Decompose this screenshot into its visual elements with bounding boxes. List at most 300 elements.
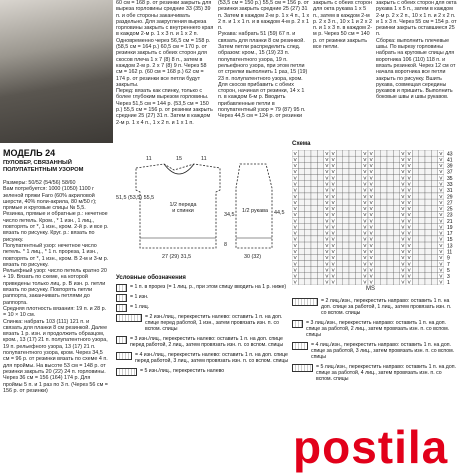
chart-cell — [298, 181, 304, 187]
chart-symbol: V — [331, 175, 335, 181]
chart-cell — [317, 175, 323, 181]
chart-cell — [336, 267, 342, 273]
chart-cell — [349, 236, 355, 242]
chart-cell — [317, 279, 323, 285]
chart-row-number: 29 — [447, 194, 453, 201]
chart-cell — [425, 181, 431, 187]
chart-cell — [336, 254, 342, 260]
chart-cell — [298, 211, 304, 217]
chart-cell — [425, 260, 431, 266]
chart-symbol: V — [401, 206, 405, 212]
chart-cell — [431, 273, 437, 279]
chart-cell — [381, 205, 387, 211]
chart-symbol: V — [401, 156, 405, 162]
chart-cell — [343, 175, 349, 181]
legend-title: Условные обозначения — [116, 275, 186, 281]
chart-cell — [349, 248, 355, 254]
chart-cell — [431, 260, 437, 266]
legend-right — [292, 298, 458, 386]
chart-symbol: V — [407, 187, 411, 193]
chart-symbol: V — [325, 156, 329, 162]
legend-text: = 1 лиц. — [130, 304, 150, 310]
legend-item — [292, 342, 458, 360]
chart-symbol: V — [401, 249, 405, 255]
chart-cell — [381, 193, 387, 199]
chart-cell — [425, 236, 431, 242]
chart-cell — [412, 156, 418, 162]
chart-row-number: 7 — [447, 261, 450, 268]
chart-row-number: 35 — [447, 175, 453, 182]
chart-cell — [305, 193, 311, 199]
chart-symbol: V — [407, 261, 411, 267]
chart-cell — [431, 199, 437, 205]
legend-symbol — [116, 314, 142, 322]
chart-cell — [425, 193, 431, 199]
chart-symbol: V — [293, 218, 297, 224]
chart-cell — [317, 181, 323, 187]
chart-cell — [305, 211, 311, 217]
chart-cell — [412, 267, 418, 273]
chart-cell — [425, 175, 431, 181]
chart-symbol: V — [331, 273, 335, 279]
chart-symbol: V — [325, 279, 329, 285]
chart-symbol: V — [325, 187, 329, 193]
chart-symbol: V — [363, 230, 367, 236]
chart-symbol: V — [401, 212, 405, 218]
chart-cell — [305, 254, 311, 260]
legend-text: = 4 изн./лиц., перекрестить налево: оставить 1 п. на доп. спице перед работой, 3 лиц., затем провязать изн. п. со вспом. спицы — [135, 352, 289, 364]
chart-cell — [419, 181, 425, 187]
chart-cell — [431, 254, 437, 260]
chart-cell — [298, 199, 304, 205]
chart-cell — [381, 187, 387, 193]
chart-cell — [387, 273, 393, 279]
chart-symbol: V — [325, 230, 329, 236]
chart-symbol: V — [363, 224, 367, 230]
model-title: МОДЕЛЬ 24 — [3, 148, 56, 158]
legend-symbol — [292, 298, 318, 306]
chart-cell — [355, 236, 361, 242]
chart-cell — [381, 181, 387, 187]
chart-cell — [419, 187, 425, 193]
chart-cell — [305, 267, 311, 273]
chart-symbol: V — [369, 236, 373, 242]
chart-symbol: V — [325, 273, 329, 279]
legend-symbol — [292, 320, 303, 328]
chart-cell — [298, 193, 304, 199]
chart-cell — [317, 187, 323, 193]
chart-cell — [355, 162, 361, 168]
chart-cell — [355, 273, 361, 279]
chart-symbol: V — [363, 206, 367, 212]
chart-cell — [336, 218, 342, 224]
chart-symbol: V — [325, 255, 329, 261]
diagram-dim: 51,5 (53,5) 55,5 — [116, 195, 155, 201]
chart-cell — [387, 193, 393, 199]
chart-cell — [393, 279, 399, 285]
diagram-dim: 44,5 — [274, 210, 285, 216]
chart-symbol: V — [325, 249, 329, 255]
chart-cell — [374, 218, 380, 224]
instructions-col3: (53,5 см = 150 р.) 55,5 см = 156 р. от резинки закрыть средние 25 (27) 31 п. Затем в каждом 2-м р. 1 х 4 п., 1 х 2 п. и 1 х 1 п. и в каждом 4-м р. 2 х 1 п. Рукава: набрать 51 (59) 67 п. и связать для планки 8 см резинкой. Затем петли распределить след. образом: кром., 15 (19) 23 п. полупатентного узора, 19 п. рельефного узора, при этом петли от стрелки выполнить 1 раз, 15 (19) 23 п. полупатентного узора, кром. Для скосов прибавить с обеих сторон, начиная от резинки, 14 х 1 п. в каждом 6-м р. Вводить прибавленные петли в полупатентный узор = 79 (87) 95 п. Через 44,5 см = 124 р. от резинки — [218, 0, 310, 120]
chart-cell — [387, 218, 393, 224]
chart-cell — [412, 273, 418, 279]
chart-cell — [311, 199, 317, 205]
chart-cell — [412, 211, 418, 217]
chart-cell — [425, 254, 431, 260]
chart-cell — [317, 230, 323, 236]
chart-cell — [343, 254, 349, 260]
chart-cell — [387, 260, 393, 266]
chart-cell — [317, 193, 323, 199]
chart-cell — [425, 230, 431, 236]
chart-cell — [298, 150, 304, 156]
chart-cell — [412, 224, 418, 230]
chart-cell — [393, 236, 399, 242]
chart-symbol: V — [293, 150, 297, 156]
chart-symbol: V — [293, 224, 297, 230]
chart-cell — [298, 175, 304, 181]
chart-cell — [349, 273, 355, 279]
legend-text: = 4 лиц./изн., перекрестить направо: оставить 1 п. на доп. спице за работой, 3 лиц., затем провязать изн. п. со вспом. спицы — [311, 342, 455, 360]
chart-symbol: V — [401, 187, 405, 193]
chart-symbol: V — [369, 224, 373, 230]
chart-cell — [317, 162, 323, 168]
chart-cell — [343, 242, 349, 248]
chart-cell — [305, 175, 311, 181]
chart-cell — [374, 236, 380, 242]
legend-symbol — [116, 368, 137, 376]
diagram-dim: 15 — [176, 156, 182, 162]
chart-symbol: V — [407, 273, 411, 279]
chart-cell — [419, 254, 425, 260]
instructions-col5: закрыть с обеих сторон для окта рукава 1 х 5 п., затем в каждом 2-м р. 2 х 2 п., 10 х 1 п. и 2 х 2 п. и 1 х 3 п. Через 55 см = 154 р. от резинки закрыть оставшиеся 25 п. Сборка: выполнить плечевые швы. По вырезу горловины набрать на круговые спицы для воротника 106 (110) 118 п. и вязать резинкой. Через 12 см от начала воротника все петли закрыть по рисунку. Вшить рукава, совмещая середины рукавов и пришить. Выполнить боковые швы и швы рукавов. — [376, 0, 457, 101]
chart-cell — [419, 248, 425, 254]
chart-cell — [298, 254, 304, 260]
chart-cell — [381, 150, 387, 156]
chart-cell — [412, 181, 418, 187]
chart-cell — [387, 168, 393, 174]
chart-symbol: V — [439, 199, 443, 205]
chart-cell — [349, 187, 355, 193]
chart-symbol: V — [331, 181, 335, 187]
chart-cell — [298, 236, 304, 242]
chart-symbol: V — [407, 169, 411, 175]
legend-symbol — [292, 364, 313, 372]
chart-cell — [374, 168, 380, 174]
chart-cell — [349, 193, 355, 199]
chart-cell — [387, 150, 393, 156]
chart-symbol: V — [401, 169, 405, 175]
chart-symbol: V — [331, 199, 335, 205]
chart-cell — [355, 230, 361, 236]
chart-cell — [381, 224, 387, 230]
chart-symbol: V — [369, 206, 373, 212]
chart-cell — [381, 218, 387, 224]
chart-symbol: V — [369, 193, 373, 199]
chart-cell — [387, 162, 393, 168]
chart-symbol: V — [331, 150, 335, 156]
chart-cell — [381, 248, 387, 254]
chart-cell — [419, 260, 425, 266]
chart-symbol: V — [439, 261, 443, 267]
chart-symbol: V — [401, 224, 405, 230]
chart-cell — [419, 236, 425, 242]
chart-cell — [419, 218, 425, 224]
chart-cell — [425, 199, 431, 205]
chart-symbol: V — [401, 242, 405, 248]
chart-cell — [381, 175, 387, 181]
chart-symbol: V — [369, 163, 373, 169]
chart-cell — [311, 175, 317, 181]
diagram-dim: 11 — [146, 156, 152, 162]
chart-cell — [336, 224, 342, 230]
chart-symbol: V — [407, 175, 411, 181]
chart-cell — [374, 205, 380, 211]
chart-symbol: V — [369, 261, 373, 267]
chart-cell — [355, 181, 361, 187]
chart-symbol: V — [439, 267, 443, 273]
chart-cell — [412, 218, 418, 224]
chart-cell — [374, 273, 380, 279]
chart-symbol: V — [325, 206, 329, 212]
chart-symbol: V — [439, 212, 443, 218]
chart-cell — [317, 254, 323, 260]
chart-symbol: V — [331, 193, 335, 199]
chart-symbol: V — [439, 242, 443, 248]
chart-cell — [425, 218, 431, 224]
chart-symbol: V — [439, 273, 443, 279]
chart-symbol: V — [293, 163, 297, 169]
chart-cell — [349, 162, 355, 168]
chart-cell — [343, 273, 349, 279]
chart-cell — [393, 187, 399, 193]
chart-symbol: V — [331, 163, 335, 169]
chart-cell — [349, 260, 355, 266]
chart-cell — [349, 254, 355, 260]
chart-cell — [298, 187, 304, 193]
chart-cell — [374, 199, 380, 205]
chart-symbol: V — [363, 249, 367, 255]
chart-cell — [298, 267, 304, 273]
chart-symbol: V — [363, 236, 367, 242]
chart-symbol: V — [363, 193, 367, 199]
legend-symbol — [116, 352, 132, 360]
chart-cell — [387, 181, 393, 187]
chart-symbol: V — [401, 193, 405, 199]
chart-cell — [425, 187, 431, 193]
chart-cell — [355, 260, 361, 266]
chart-symbol: V — [401, 199, 405, 205]
chart-symbol: V — [363, 255, 367, 261]
chart-row-number: 19 — [447, 224, 453, 231]
chart-cell — [355, 254, 361, 260]
chart-cell — [298, 205, 304, 211]
chart-cell — [374, 156, 380, 162]
chart-cell — [355, 205, 361, 211]
chart-cell — [374, 254, 380, 260]
legend-item — [116, 284, 291, 292]
chart-cell — [336, 156, 342, 162]
stitch-chart — [292, 150, 444, 285]
chart-cell — [343, 211, 349, 217]
chart-cell — [412, 150, 418, 156]
legend-text: = 3 изн./лиц., перекрестить налево: оставить 1 п. на доп. спице перед работой, 2 лиц., затем провязать изн. п. со вспом. спицы — [130, 336, 284, 348]
chart-cell — [336, 199, 342, 205]
legend-item — [292, 298, 458, 316]
chart-symbol: V — [293, 193, 297, 199]
chart-cell — [412, 236, 418, 242]
chart-cell — [336, 187, 342, 193]
chart-symbol: V — [293, 187, 297, 193]
chart-cell — [311, 260, 317, 266]
chart-row-number: 13 — [447, 243, 453, 250]
chart-cell — [343, 187, 349, 193]
chart-cell — [355, 279, 361, 285]
chart-cell — [374, 267, 380, 273]
chart-symbol: V — [325, 181, 329, 187]
chart-cell — [431, 224, 437, 230]
chart-cell — [425, 224, 431, 230]
chart-symbol: V — [369, 199, 373, 205]
chart-symbol: V — [293, 273, 297, 279]
chart-cell — [381, 267, 387, 273]
chart-cell — [311, 187, 317, 193]
chart-cell — [311, 162, 317, 168]
chart-symbol: V — [293, 255, 297, 261]
chart-cell — [393, 248, 399, 254]
chart-cell — [431, 150, 437, 156]
chart-symbol: V — [331, 242, 335, 248]
chart-cell — [419, 193, 425, 199]
chart-cell — [343, 230, 349, 236]
chart-cell — [387, 224, 393, 230]
chart-symbol: V — [363, 163, 367, 169]
chart-row-number: 33 — [447, 182, 453, 189]
chart-symbol: V — [331, 187, 335, 193]
chart-cell — [381, 236, 387, 242]
chart-symbol: V — [439, 163, 443, 169]
chart-symbol: V — [369, 273, 373, 279]
chart-row-number: 17 — [447, 231, 453, 238]
chart-cell — [381, 254, 387, 260]
chart-cell — [343, 181, 349, 187]
chart-cell — [425, 248, 431, 254]
chart-cell — [387, 205, 393, 211]
chart-cell — [311, 230, 317, 236]
chart-cell — [381, 242, 387, 248]
chart-cell — [431, 218, 437, 224]
chart-cell — [393, 267, 399, 273]
chart-cell — [298, 230, 304, 236]
chart-cell — [336, 248, 342, 254]
chart-cell — [343, 205, 349, 211]
chart-symbol: V — [293, 236, 297, 242]
chart-cell — [381, 162, 387, 168]
chart-symbol: V — [369, 212, 373, 218]
chart-cell — [336, 162, 342, 168]
chart-cell — [311, 273, 317, 279]
chart-symbol: V — [369, 169, 373, 175]
chart-symbol: V — [293, 206, 297, 212]
chart-cell — [425, 242, 431, 248]
chart-cell — [349, 267, 355, 273]
chart-symbol: V — [439, 230, 443, 236]
chart-symbol: V — [369, 255, 373, 261]
chart-symbol: V — [401, 273, 405, 279]
chart-symbol: V — [325, 236, 329, 242]
chart-cell — [336, 205, 342, 211]
chart-cell — [419, 168, 425, 174]
chart-cell — [425, 211, 431, 217]
chart-cell — [343, 248, 349, 254]
chart-symbol: V — [439, 175, 443, 181]
chart-symbol: V — [325, 199, 329, 205]
chart-cell — [425, 150, 431, 156]
chart-symbol: V — [369, 249, 373, 255]
chart-symbol: V — [325, 242, 329, 248]
chart-symbol: V — [407, 199, 411, 205]
chart-symbol: V — [439, 218, 443, 224]
chart-symbol: V — [293, 249, 297, 255]
chart-symbol: V — [363, 156, 367, 162]
chart-cell — [419, 267, 425, 273]
chart-symbol: V — [407, 212, 411, 218]
chart-symbol: V — [363, 150, 367, 156]
pattern-diagram — [116, 150, 286, 268]
chart-symbol: V — [401, 218, 405, 224]
chart-cell — [305, 224, 311, 230]
chart-cell — [431, 211, 437, 217]
model-subtitle: ПУЛОВЕР, СВЯЗАННЫЙ ПОЛУПАТЕНТНЫМ УЗОРОМ — [3, 160, 84, 173]
chart-cell — [336, 279, 342, 285]
chart-cell — [431, 187, 437, 193]
chart-cell — [305, 205, 311, 211]
chart-symbol: V — [331, 212, 335, 218]
diagram-dim: 34,5 — [224, 212, 235, 218]
chart-cell — [412, 248, 418, 254]
model-photo — [0, 0, 113, 143]
chart-row-number: 43 — [447, 151, 453, 158]
chart-cell — [387, 267, 393, 273]
schema-title: Схема — [292, 141, 311, 147]
chart-cell — [393, 254, 399, 260]
chart-cell — [419, 175, 425, 181]
chart-cell — [393, 242, 399, 248]
chart-symbol: V — [331, 267, 335, 273]
chart-cell — [298, 224, 304, 230]
chart-symbol: V — [407, 193, 411, 199]
chart-cell — [431, 175, 437, 181]
chart-cell — [336, 260, 342, 266]
legend-item — [116, 368, 291, 376]
chart-cell — [336, 211, 342, 217]
chart-cell — [387, 187, 393, 193]
chart-cell — [355, 168, 361, 174]
legend-item — [292, 364, 458, 382]
chart-symbol: V — [363, 242, 367, 248]
chart-cell — [374, 230, 380, 236]
chart-symbol: V — [401, 175, 405, 181]
chart-symbol: V — [363, 175, 367, 181]
legend-symbol — [292, 342, 308, 350]
chart-cell — [381, 279, 387, 285]
chart-row-number: 25 — [447, 206, 453, 213]
chart-cell — [387, 156, 393, 162]
chart-cell — [336, 150, 342, 156]
chart-cell — [305, 162, 311, 168]
chart-cell — [431, 279, 437, 285]
